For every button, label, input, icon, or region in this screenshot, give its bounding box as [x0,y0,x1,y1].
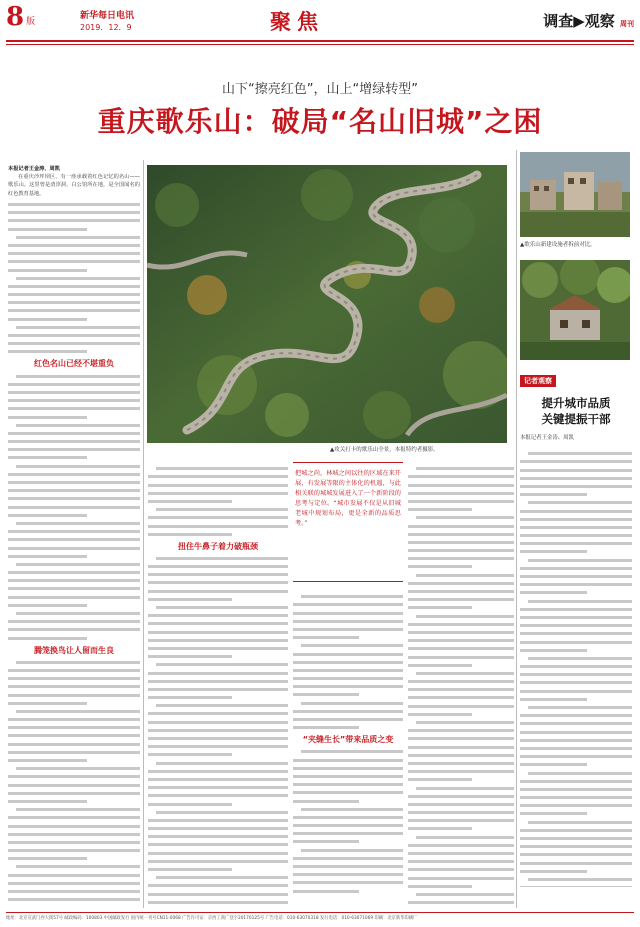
commentary-title [520,395,632,427]
greenery-illustration [520,260,630,360]
paper-name: 新华每日电讯 [80,11,135,21]
commentary-tag: 记者观察 [520,375,556,387]
article-column-1 [8,165,140,905]
subhead-1: 红色名山已经不堪重负 [34,359,114,369]
footer-imprint: 地址：北京宣武门西大街57号 邮政编码：100803 中国邮政发行 国内统一刊号CN11-0068 广告许可证：京西工商广登字20170125号 广告电话：010-63070318 发行电话：010-63071069 印刷：北京新华印刷厂 [6,912,634,921]
commentary-title-line1: 提升城市品质 [541,396,611,410]
header-rule-thin [6,44,634,45]
page-number: 8 [6,2,25,32]
pull-quote: 把城之尚，林城之间以往的区域在来开展，有发展等限的主体化的机遇，与此相关联的城城发展进入了一个新阶段的思考与定位。“城市发展不仅是从旧城老城中规划布局，更是全新的品质思考。” [293,462,403,582]
article-intro: 在重庆沙坪坝区，有一座承载着红色记忆的名山——歌乐山。这里曾是渣滓洞、白公馆所在地，是全国闻名的红色教育基地。 [8,174,140,197]
headline-title: 重庆歌乐山：破局“名山旧城”之困 [97,105,543,138]
subhead-2: 扭住牛鼻子着力破瓶颈 [178,541,258,551]
header-rule [6,40,634,42]
subhead-4: “夹缝生长”带来品质之变 [302,735,394,745]
article-column-2 [148,462,288,907]
column-tag [543,10,634,31]
subhead-3: 腾笼换鸟让人留而生良 [34,645,114,655]
masthead [0,0,640,50]
village-illustration [520,152,630,237]
aerial-road-illustration [147,165,507,443]
paper-date: 2019．12．9 [80,23,132,32]
column-divider [143,160,144,908]
page-suffix: 版 [26,17,36,27]
section-title: 聚焦 [270,10,324,34]
text-lines [8,203,140,353]
column-divider-right [516,150,517,908]
article-column-4 [408,462,514,907]
side-photo-before [520,152,630,237]
commentary-title-line2: 关键提振干部 [541,412,611,426]
commentary-box [520,368,632,883]
article-column-3 [293,590,403,907]
main-photo-caption: ▲攻关打卡的歌乐山全景，本报特约者摄影。 [330,447,439,453]
side-photo-caption: ▲歌乐山新建设施者拆前对比。 [520,242,596,248]
main-photo-aerial-road [147,165,507,443]
column-name: 调查▶观察 [543,12,615,30]
column-sub: 周刊 [620,20,634,28]
article-byline: 本报记者王金涛、周凯 [8,166,60,172]
commentary-body [520,447,632,887]
headline-kicker: 山下“擦亮红色”，山上“增绿转型” [222,82,418,97]
commentary-byline: 本报记者王金涛、周凯 [520,435,574,441]
page-number-block [6,4,35,30]
side-photo-after [520,260,630,360]
